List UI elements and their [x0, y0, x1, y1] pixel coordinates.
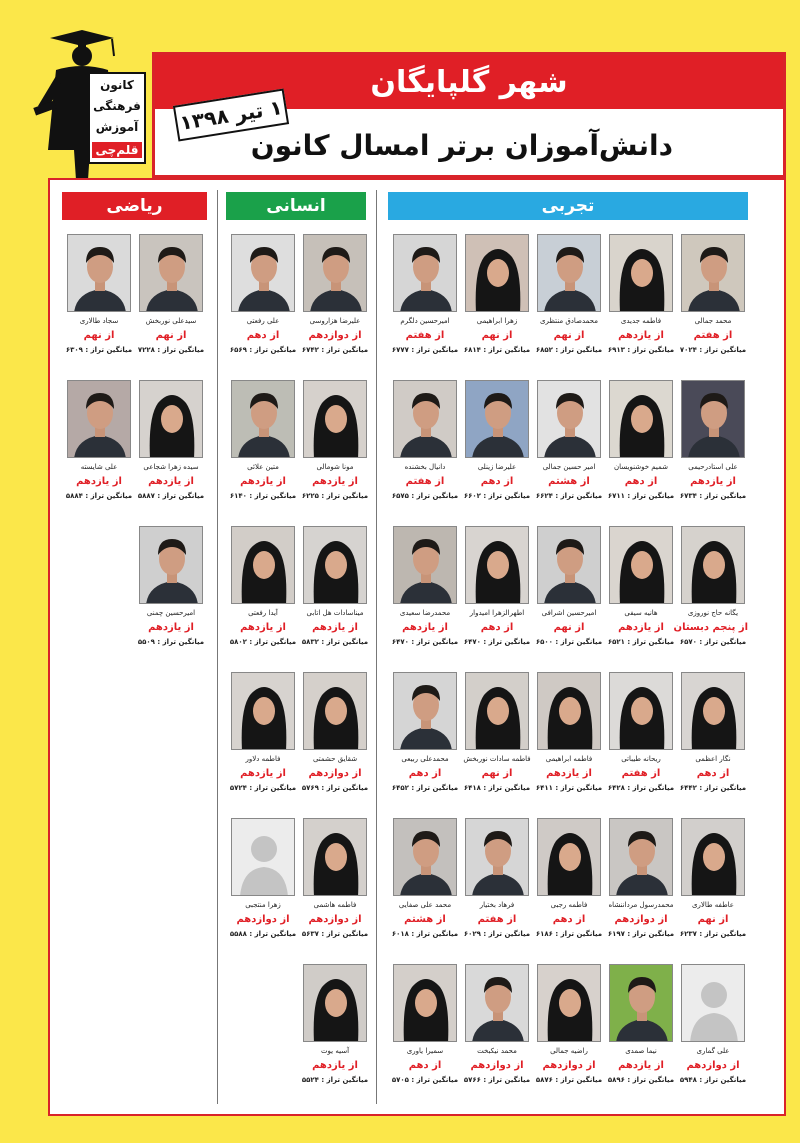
student-photo [609, 818, 673, 896]
student-score: میانگین تراز : ۵۸۷۶ [535, 1076, 603, 1084]
student-card [228, 234, 298, 368]
student-grade: از هشتم [548, 476, 590, 487]
student-grade: از یازدهم [240, 622, 286, 633]
student-grade: از یازدهم [312, 1060, 358, 1071]
student-card [606, 964, 676, 1098]
student-score: میانگین تراز : ۶۴۱۸ [463, 784, 531, 792]
student-score: میانگین تراز : ۵۸۳۲ [301, 638, 369, 646]
student-card [228, 672, 298, 806]
student-score: میانگین تراز : ۵۸۸۴ [65, 492, 133, 500]
student-card [534, 672, 604, 806]
student-name: فاطمه ابراهیمی [545, 755, 593, 763]
student-card [228, 526, 298, 660]
student-score: میانگین تراز : ۶۵۲۱ [607, 638, 675, 646]
student-photo [231, 234, 295, 312]
student-name: نیما صمدی [625, 1047, 657, 1055]
logo-line-2: فرهنگی [93, 98, 141, 113]
student-grade: از دهم [408, 768, 442, 779]
student-photo [609, 234, 673, 312]
student-name: دانیال بخشنده [404, 463, 446, 471]
student-grade: از دوازدهم [308, 768, 362, 779]
student-photo [465, 234, 529, 312]
student-grade: از یازدهم [240, 476, 286, 487]
student-card [300, 380, 370, 514]
student-name: علی شایسته [80, 463, 118, 471]
student-grade: از یازدهم [148, 476, 194, 487]
student-photo [303, 380, 367, 458]
student-photo [303, 964, 367, 1042]
student-card [300, 672, 370, 806]
student-score: میانگین تراز : ۶۷۱۱ [607, 492, 675, 500]
logo-line-4: قلم‌چی [92, 142, 143, 158]
student-grade: از دهم [552, 914, 586, 925]
student-photo [537, 818, 601, 896]
student-card [390, 526, 460, 660]
student-grade: از دوازدهم [308, 914, 362, 925]
student-grade: از یازدهم [240, 768, 286, 779]
student-photo [393, 964, 457, 1042]
student-name: فاطمه سادات نوربخش [463, 755, 531, 763]
student-grade: از یازدهم [312, 622, 358, 633]
student-name: سیده زهرا شجاعی [143, 463, 199, 471]
city-title: شهر گلپایگان [370, 64, 568, 100]
student-grade: از هفتم [405, 330, 445, 341]
column-divider-1 [376, 190, 377, 1104]
student-name: محمدعلی ربیعی [401, 755, 449, 763]
student-photo [609, 526, 673, 604]
student-photo [139, 526, 203, 604]
student-name: زهرا منتجبی [245, 901, 281, 909]
student-card [462, 234, 532, 368]
student-name: میناسادات هل اتابی [306, 609, 364, 617]
student-name: علی رفعتی [246, 317, 280, 325]
student-name: شمیم خوشنویسان [614, 463, 668, 471]
student-name: علی استادرحیمی [688, 463, 738, 471]
student-photo [393, 818, 457, 896]
student-score: میانگین تراز : ۶۴۷۰ [463, 638, 531, 646]
student-photo [609, 672, 673, 750]
student-card [64, 234, 134, 368]
student-score: میانگین تراز : ۶۴۴۲ [679, 784, 747, 792]
student-photo [303, 526, 367, 604]
student-photo [681, 380, 745, 458]
student-card [462, 526, 532, 660]
student-card [678, 380, 748, 514]
student-score: میانگین تراز : ۶۹۱۳ [607, 346, 675, 354]
student-photo [681, 964, 745, 1042]
student-score: میانگین تراز : ۶۶۲۴ [535, 492, 603, 500]
date-badge: ۱ تیر ۱۳۹۸ [173, 88, 289, 141]
student-name: راضیه جمالی [550, 1047, 588, 1055]
student-grade: از دوازدهم [686, 1060, 740, 1071]
student-grade: از دوازدهم [542, 1060, 596, 1071]
category-tajrobi: تجربی [388, 192, 748, 220]
student-score: میانگین تراز : ۶۳۰۹ [65, 346, 133, 354]
student-score: میانگین تراز : ۶۷۴۲ [301, 346, 369, 354]
student-grade: از پنجم دبستان [673, 622, 748, 633]
student-card [390, 818, 460, 952]
student-grade: از یازدهم [546, 768, 592, 779]
student-photo [681, 234, 745, 312]
student-card [534, 234, 604, 368]
logo-line-1: کانون [100, 77, 134, 92]
student-score: میانگین تراز : ۶۱۸۶ [535, 930, 603, 938]
student-name: علی گماری [696, 1047, 730, 1055]
student-photo [609, 380, 673, 458]
student-name: زهرا ابراهیمی [476, 317, 518, 325]
student-card [136, 234, 206, 368]
student-score: میانگین تراز : ۶۲۳۷ [679, 930, 747, 938]
student-grade: از دهم [408, 1060, 442, 1071]
student-name: محمد جمالی [694, 317, 732, 325]
student-photo [537, 380, 601, 458]
student-photo [303, 672, 367, 750]
student-grade: از هفتم [621, 768, 661, 779]
student-photo [537, 672, 601, 750]
student-card [228, 380, 298, 514]
student-grade: از یازدهم [618, 1060, 664, 1071]
category-ensani: انسانی [226, 192, 366, 220]
student-card [678, 672, 748, 806]
student-card [462, 964, 532, 1098]
student-photo [537, 234, 601, 312]
student-score: میانگین تراز : ۶۲۲۵ [301, 492, 369, 500]
student-score: میانگین تراز : ۶۸۵۲ [535, 346, 603, 354]
student-card [136, 380, 206, 514]
student-score: میانگین تراز : ۶۰۲۹ [463, 930, 531, 938]
student-grade: از دهم [480, 476, 514, 487]
student-card [606, 818, 676, 952]
student-score: میانگین تراز : ۶۵۷۰ [679, 638, 747, 646]
student-grade: از هفتم [405, 476, 445, 487]
student-card [136, 526, 206, 660]
student-name: فرهاد بختیار [479, 901, 515, 909]
student-score: میانگین تراز : ۵۹۴۸ [679, 1076, 747, 1084]
student-grade: از یازدهم [312, 476, 358, 487]
student-name: ریحانه طیباتی [621, 755, 661, 763]
student-name: یگانه حاج نوروزی [687, 609, 739, 617]
student-grade: از دهم [624, 476, 658, 487]
student-grade: از یازدهم [76, 476, 122, 487]
student-card [64, 380, 134, 514]
student-grade: از دهم [696, 768, 730, 779]
student-score: میانگین تراز : ۵۵۸۸ [229, 930, 297, 938]
student-name: سجاد طالاری [79, 317, 119, 325]
student-photo [231, 818, 295, 896]
poster-header [152, 52, 786, 178]
student-score: میانگین تراز : ۶۱۴۰ [229, 492, 297, 500]
student-name: امیر حسین جمالی [542, 463, 596, 471]
student-card [390, 672, 460, 806]
logo-line-3: آموزش [95, 119, 139, 134]
student-card [673, 526, 748, 660]
student-grade: از هفتم [477, 914, 517, 925]
student-name: محمدرسول مرداننشاه [608, 901, 674, 909]
student-score: میانگین تراز : ۶۴۷۰ [391, 638, 459, 646]
student-grade: از نهم [553, 622, 585, 633]
student-score: میانگین تراز : ۵۵۲۴ [301, 1076, 369, 1084]
student-card [228, 818, 298, 952]
student-score: میانگین تراز : ۷۲۲۸ [137, 346, 205, 354]
student-score: میانگین تراز : ۵۸۹۶ [607, 1076, 675, 1084]
student-score: میانگین تراز : ۶۴۲۸ [607, 784, 675, 792]
student-card [606, 380, 676, 514]
student-photo [465, 964, 529, 1042]
student-name: عاطفه طالاری [692, 901, 734, 909]
student-card [534, 818, 604, 952]
student-photo [393, 234, 457, 312]
student-grade: از یازدهم [618, 330, 664, 341]
student-name: محمدرضا سعیدی [399, 609, 451, 617]
student-card [534, 526, 604, 660]
student-photo [465, 526, 529, 604]
student-score: میانگین تراز : ۶۴۵۲ [391, 784, 459, 792]
student-card [390, 234, 460, 368]
student-grade: از نهم [553, 330, 585, 341]
student-name: علیرضا زینلی [477, 463, 517, 471]
student-score: میانگین تراز : ۶۷۷۷ [391, 346, 459, 354]
student-photo [681, 672, 745, 750]
student-card [462, 380, 532, 514]
student-grade: از نهم [697, 914, 729, 925]
student-name: شقایق حشمتی [312, 755, 358, 763]
student-card [300, 234, 370, 368]
student-grade: از نهم [481, 768, 513, 779]
student-grade: از دهم [480, 622, 514, 633]
student-name: محمد علی صفایی [398, 901, 452, 909]
student-name: سمیرا یاوری [406, 1047, 444, 1055]
student-card [606, 526, 676, 660]
student-photo [537, 526, 601, 604]
student-score: میانگین تراز : ۶۷۳۴ [679, 492, 747, 500]
kanoon-logo [30, 30, 148, 180]
student-photo [537, 964, 601, 1042]
logo-text-box [88, 72, 146, 164]
student-grade: از دوازدهم [614, 914, 668, 925]
student-photo [465, 380, 529, 458]
student-score: میانگین تراز : ۶۱۹۷ [607, 930, 675, 938]
student-score: میانگین تراز : ۶۵۰۰ [535, 638, 603, 646]
student-name: اطهرالزهرا امیدوار [469, 609, 525, 617]
student-photo [67, 234, 131, 312]
student-grade: از نهم [83, 330, 115, 341]
student-grade: از هشتم [404, 914, 446, 925]
students-panel [48, 178, 786, 1116]
student-card [462, 818, 532, 952]
student-card [678, 234, 748, 368]
student-score: میانگین تراز : ۶۵۶۹ [229, 346, 297, 354]
student-photo [465, 818, 529, 896]
student-score: میانگین تراز : ۶۵۷۵ [391, 492, 459, 500]
student-grade: از دهم [246, 330, 280, 341]
student-grade: از یازدهم [402, 622, 448, 633]
student-name: علیرضا هزاروسی [309, 317, 361, 325]
student-card [534, 964, 604, 1098]
student-grade: از یازدهم [690, 476, 736, 487]
student-score: میانگین تراز : ۵۷۰۵ [391, 1076, 459, 1084]
student-score: میانگین تراز : ۵۷۶۹ [301, 784, 369, 792]
student-name: فاطمه رجبی [550, 901, 588, 909]
student-name: آیدا رفعتی [248, 609, 278, 617]
student-card [390, 380, 460, 514]
student-score: میانگین تراز : ۵۵۰۹ [137, 638, 205, 646]
student-card [534, 380, 604, 514]
student-photo [231, 672, 295, 750]
student-grade: از دوازدهم [470, 1060, 524, 1071]
student-score: میانگین تراز : ۵۷۲۴ [229, 784, 297, 792]
poster-subtitle: دانش‌آموزان برتر امسال کانون [250, 129, 673, 162]
student-score: میانگین تراز : ۷۰۲۴ [679, 346, 747, 354]
student-photo [139, 234, 203, 312]
student-name: فاطمه هاشمی [313, 901, 357, 909]
student-name: امیرحسین دلگرم [400, 317, 450, 325]
student-card [300, 818, 370, 952]
column-divider-2 [217, 190, 218, 1104]
student-photo [609, 964, 673, 1042]
student-photo [681, 818, 745, 896]
student-name: محمدصادق منتظری [540, 317, 598, 325]
student-card [606, 672, 676, 806]
student-grade: از یازدهم [148, 622, 194, 633]
student-photo [231, 380, 295, 458]
student-grade: از دوازدهم [308, 330, 362, 341]
student-score: میانگین تراز : ۵۶۳۷ [301, 930, 369, 938]
student-photo [393, 672, 457, 750]
student-photo [393, 380, 457, 458]
student-card [390, 964, 460, 1098]
student-score: میانگین تراز : ۶۸۱۴ [463, 346, 531, 354]
student-card [300, 964, 370, 1098]
student-name: فاطمه جدیدی [620, 317, 662, 325]
category-riazi: ریاضی [62, 192, 207, 220]
student-photo [231, 526, 295, 604]
student-card [678, 964, 748, 1098]
student-photo [465, 672, 529, 750]
student-photo [393, 526, 457, 604]
student-card [678, 818, 748, 952]
student-grade: از نهم [481, 330, 513, 341]
student-name: محمد نیکبخت [477, 1047, 517, 1055]
student-score: میانگین تراز : ۶۰۱۸ [391, 930, 459, 938]
student-card [300, 526, 370, 660]
student-name: امیرحسین اشرافی [541, 609, 597, 617]
student-photo [67, 380, 131, 458]
student-name: امیرحسین چمنی [146, 609, 196, 617]
student-grade: از دوازدهم [236, 914, 290, 925]
student-score: میانگین تراز : ۵۷۶۶ [463, 1076, 531, 1084]
student-score: میانگین تراز : ۵۸۸۷ [137, 492, 205, 500]
student-grade: از هفتم [693, 330, 733, 341]
student-name: هانیه سیفی [624, 609, 658, 617]
student-name: نگار اعظمی [695, 755, 731, 763]
student-name: مونا شومالی [316, 463, 354, 471]
student-photo [139, 380, 203, 458]
student-score: میانگین تراز : ۵۸۰۲ [229, 638, 297, 646]
student-grade: از یازدهم [618, 622, 664, 633]
student-name: فاطمه دلاور [245, 755, 281, 763]
student-name: متین علائی [247, 463, 279, 471]
student-name: سیدعلی نوربخش [145, 317, 197, 325]
student-card [606, 234, 676, 368]
student-score: میانگین تراز : ۶۶۰۲ [463, 492, 531, 500]
student-score: میانگین تراز : ۶۴۱۱ [535, 784, 603, 792]
student-name: آسیه یوت [320, 1047, 350, 1055]
student-photo [303, 234, 367, 312]
student-photo [303, 818, 367, 896]
student-card [462, 672, 532, 806]
student-photo [681, 526, 745, 604]
student-grade: از نهم [155, 330, 187, 341]
